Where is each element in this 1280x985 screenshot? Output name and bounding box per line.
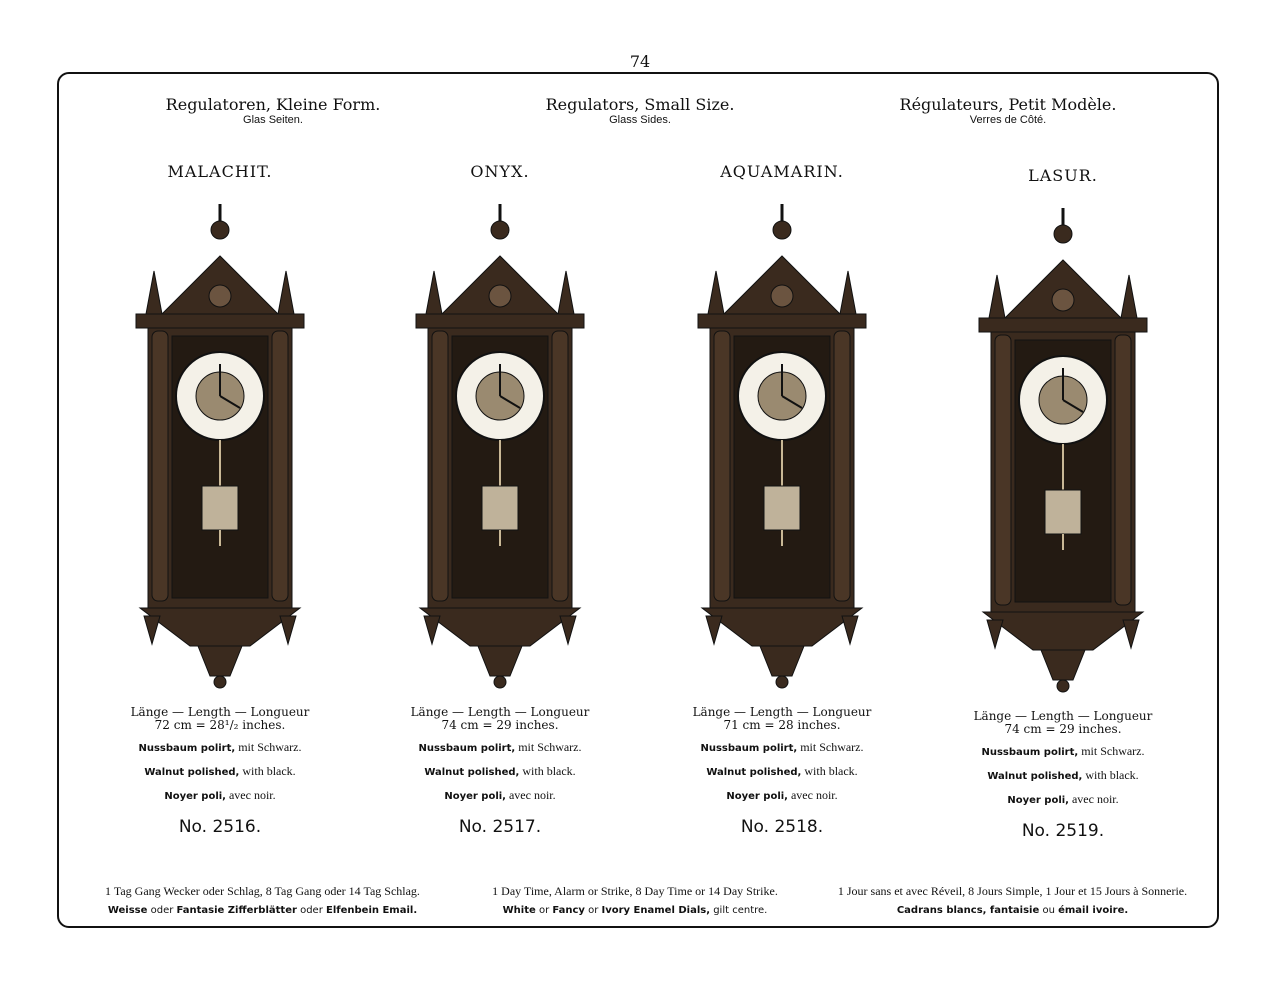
finish-bold: Walnut polished, [987,771,1083,782]
side-finial [1121,275,1137,318]
finish-text: with black. [801,764,858,778]
side-finial [558,271,574,314]
footer-bold-text: émail ivoire. [1058,905,1129,916]
heading-title: Regulators, Small Size. [545,95,735,114]
side-finial [989,275,1005,318]
finish-french [70,789,370,803]
finish-english [350,765,650,779]
heading-title: Régulateurs, Petit Modèle. [899,95,1117,114]
base-drop [706,616,722,644]
case-base [702,608,862,646]
length-value: 74 cm = 29 inches. [1004,722,1122,736]
finish-text: avec noir. [505,788,556,802]
cornice [979,318,1147,332]
heading-english [470,96,810,127]
finish-text: with black. [519,764,576,778]
clock-column-lasur [913,166,1213,841]
footer-bold-text: Fancy [552,905,585,916]
footer-bold-text: White [502,905,536,916]
finish-text: mit Schwarz. [797,740,864,754]
length-value: 72 cm = 28¹/₂ inches. [154,718,286,732]
finish-bold: Nussbaum polirt, [700,743,798,754]
case-column [152,331,168,601]
heading-subtitle: Verres de Côté. [969,114,1047,126]
finish-text: with black. [1082,768,1139,782]
side-finial [278,271,294,314]
footer-bold-text: Ivory Enamel Dials, [601,905,711,916]
finish-bold: Nussbaum polirt, [138,743,236,754]
pendulum-bob [1045,490,1081,534]
clock-illustration [350,196,650,696]
model-number: No. 2518. [740,817,824,837]
crest-urn [491,221,509,239]
clock-illustration [70,196,370,696]
finish-bold: Walnut polished, [144,767,240,778]
case-base [983,612,1143,650]
finish-bold: Nussbaum polirt, [418,743,516,754]
footer-text: gilt centre. [710,905,768,916]
clock-name: LASUR. [1028,166,1098,185]
base-knob [494,676,506,688]
footer-line-1: 1 Tag Gang Wecker oder Schlag, 8 Tag Gang oder 14 Tag Schlag. [105,884,420,898]
finish-french [632,789,932,803]
crest-urn [773,221,791,239]
finish-bold: Noyer poli, [444,791,506,802]
clock-name: MALACHIT. [167,162,273,181]
finish-english [632,765,932,779]
base-knob [214,676,226,688]
case-column [1115,335,1131,605]
clock-column-malachit [70,162,370,837]
model-number: No. 2517. [458,817,542,837]
footer-line-2 [455,901,815,920]
length-value: 71 cm = 28 inches. [723,718,841,732]
finish-bold: Walnut polished, [424,767,520,778]
case-column [995,335,1011,605]
model-number: No. 2516. [178,817,262,837]
base-drop [842,616,858,644]
finish-text: with black. [239,764,296,778]
length-label: Länge — Length — Longueur [973,709,1153,723]
heading-subtitle: Glas Seiten. [243,114,303,126]
cornice [416,314,584,328]
heading-french [838,96,1178,127]
footer-text: or [584,905,602,916]
footer-bold-text: Weisse [107,905,148,916]
base-drop [1123,620,1139,648]
heading-german [103,96,443,127]
finish-text: avec noir. [787,788,838,802]
clock-name: AQUAMARIN. [720,162,844,181]
cornice [136,314,304,328]
footer-line-2 [70,901,455,920]
clock-column-aquamarin [632,162,932,837]
footer-text: or [535,905,553,916]
footer-bold-text: Elfenbein Email. [326,905,418,916]
base-drop [560,616,576,644]
finish-bold: Nussbaum polirt, [981,747,1079,758]
model-number: No. 2519. [1021,821,1105,841]
finish-german [913,745,1213,759]
case-column [552,331,568,601]
clock-column-onyx [350,162,650,837]
footer-english [455,882,815,920]
case-column [714,331,730,601]
length-label: Länge — Length — Longueur [410,705,590,719]
footer-text: ou [1039,905,1059,916]
base-finial [1041,650,1085,680]
base-drop [280,616,296,644]
heading-subtitle: Glass Sides. [609,114,671,126]
base-finial [478,646,522,676]
finish-text: mit Schwarz. [1078,744,1145,758]
footer-bold-text: Cadrans blancs, fantaisie [896,905,1040,916]
pendulum-bob [202,486,238,530]
crest-medallion [489,285,511,307]
finish-bold: Noyer poli, [164,791,226,802]
finish-german [350,741,650,755]
finish-french [913,793,1213,807]
cornice [698,314,866,328]
pendulum-bob [764,486,800,530]
clock-illustration [913,200,1213,700]
base-drop [424,616,440,644]
finish-bold: Noyer poli, [726,791,788,802]
finish-german [632,741,932,755]
finish-english [913,769,1213,783]
finish-text: mit Schwarz. [515,740,582,754]
finish-english [70,765,370,779]
length-label: Länge — Length — Longueur [130,705,310,719]
pendulum-bob [482,486,518,530]
clock-name: ONYX. [470,162,530,181]
case-column [432,331,448,601]
case-column [834,331,850,601]
crest-medallion [771,285,793,307]
footer-text: oder [147,905,177,916]
finish-text: mit Schwarz. [235,740,302,754]
base-knob [776,676,788,688]
footer-line-2 [810,901,1215,920]
case-base [420,608,580,646]
base-drop [987,620,1003,648]
length-value: 74 cm = 29 inches. [441,718,559,732]
crest-medallion [1052,289,1074,311]
base-finial [760,646,804,676]
side-finial [146,271,162,314]
crest-urn [211,221,229,239]
footer-text: oder [296,905,326,916]
length-label: Länge — Length — Longueur [692,705,872,719]
case-column [272,331,288,601]
finish-bold: Walnut polished, [706,767,802,778]
side-finial [840,271,856,314]
crest-medallion [209,285,231,307]
finish-text: avec noir. [1068,792,1119,806]
page-number: 74 [629,52,651,71]
side-finial [426,271,442,314]
footer-german [70,882,455,920]
base-finial [198,646,242,676]
finish-french [350,789,650,803]
base-knob [1057,680,1069,692]
finish-bold: Noyer poli, [1007,795,1069,806]
side-finial [708,271,724,314]
clock-illustration [632,196,932,696]
base-drop [144,616,160,644]
finish-german [70,741,370,755]
footer-line-1: 1 Jour sans et avec Réveil, 8 Jours Simple, 1 Jour et 15 Jours à Sonnerie. [837,884,1188,898]
footer-bold-text: Fantasie Zifferblätter [176,905,297,916]
footer-french [810,882,1215,920]
footer-line-1: 1 Day Time, Alarm or Strike, 8 Day Time or 14 Day Strike. [492,884,778,898]
heading-title: Regulatoren, Kleine Form. [165,95,381,114]
finish-text: avec noir. [225,788,276,802]
case-base [140,608,300,646]
crest-urn [1054,225,1072,243]
